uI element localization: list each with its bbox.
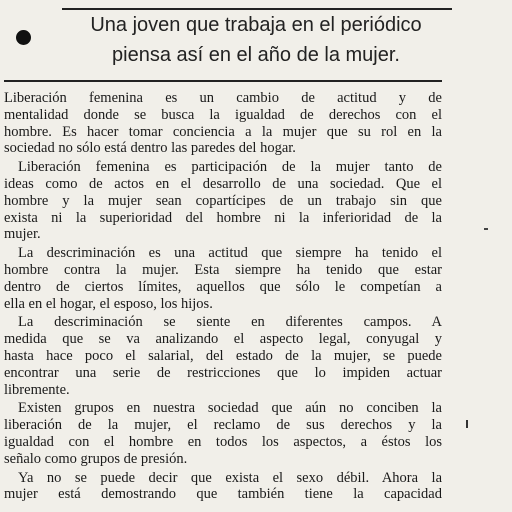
paragraph-1 [4,90,442,157]
text-line: Liberación femenina es participación de la mujer tanto de [18,159,442,176]
text-line: hombre contra la mujer. Esta siempre ha tenido que estar [4,261,442,278]
paragraph-2 [4,159,442,243]
text-line: mujer está demostrando que también tiene la capacidad [4,486,442,503]
text-line: mujer. [4,226,41,243]
text-line: Existen grupos en nuestra sociedad que aún no conciben la [18,400,442,417]
text-line: Liberación femenina es un cambio de actitud y de [4,90,442,106]
text-line: ella en el hogar, el esposo, los hijos. [4,295,213,312]
text-line: ideas como de actos en el desarrollo de una sociedad. Que el [4,175,442,192]
text-line: encontrar una serie de restricciones que lo impiden actuar [4,364,442,381]
print-speck [484,228,488,230]
text-line: hombre y la mujer sean copartícipes de un trabajo sin que [4,192,442,209]
text-line: La descriminación se siente en diferentes campos. A [18,314,442,331]
headline-line-1: Una joven que trabaja en el periódico [90,14,422,36]
text-line: hombre. Es hacer tomar conciencia a la mujer que su rol en la [4,123,442,140]
paragraph-6 [4,470,442,504]
bullet-icon [16,30,31,45]
print-speck [466,420,468,428]
text-line: Ya no se puede decir que exista el sexo débil. Ahora la [18,469,442,486]
text-line: igualdad con el hombre en todos los aspectos, a éstos los [4,433,442,450]
paragraph-5 [4,400,442,467]
text-line: La descriminación es una actitud que siempre ha tenido el [18,245,442,262]
text-line: señalo como grupos de presión. [4,450,188,467]
paragraph-3 [4,245,442,312]
headline-line-2: piensa así en el año de la mujer. [112,44,400,66]
text-line: mentalidad donde se busca la igualdad de derechos con el [4,106,442,123]
headline [66,10,446,70]
text-line: sociedad no sólo está dentro las paredes del hogar. [4,140,296,157]
headline-rule [4,80,442,82]
paragraph-4 [4,314,442,398]
text-line: libremente. [4,381,70,398]
article-body [4,90,442,505]
text-line: medida que se va analizando el aspecto legal, conyugal y [4,331,442,348]
text-line: exista ni la superioridad del hombre ni la inferioridad de la [4,209,442,226]
text-line: liberación de la mujer, el reclamo de sus derechos y la [4,417,442,434]
text-line: hasta hace poco el salarial, del estado de la mujer, se puede [4,347,442,364]
text-line: dentro de ciertos límites, aquellos que sólo le competían a [4,278,442,295]
